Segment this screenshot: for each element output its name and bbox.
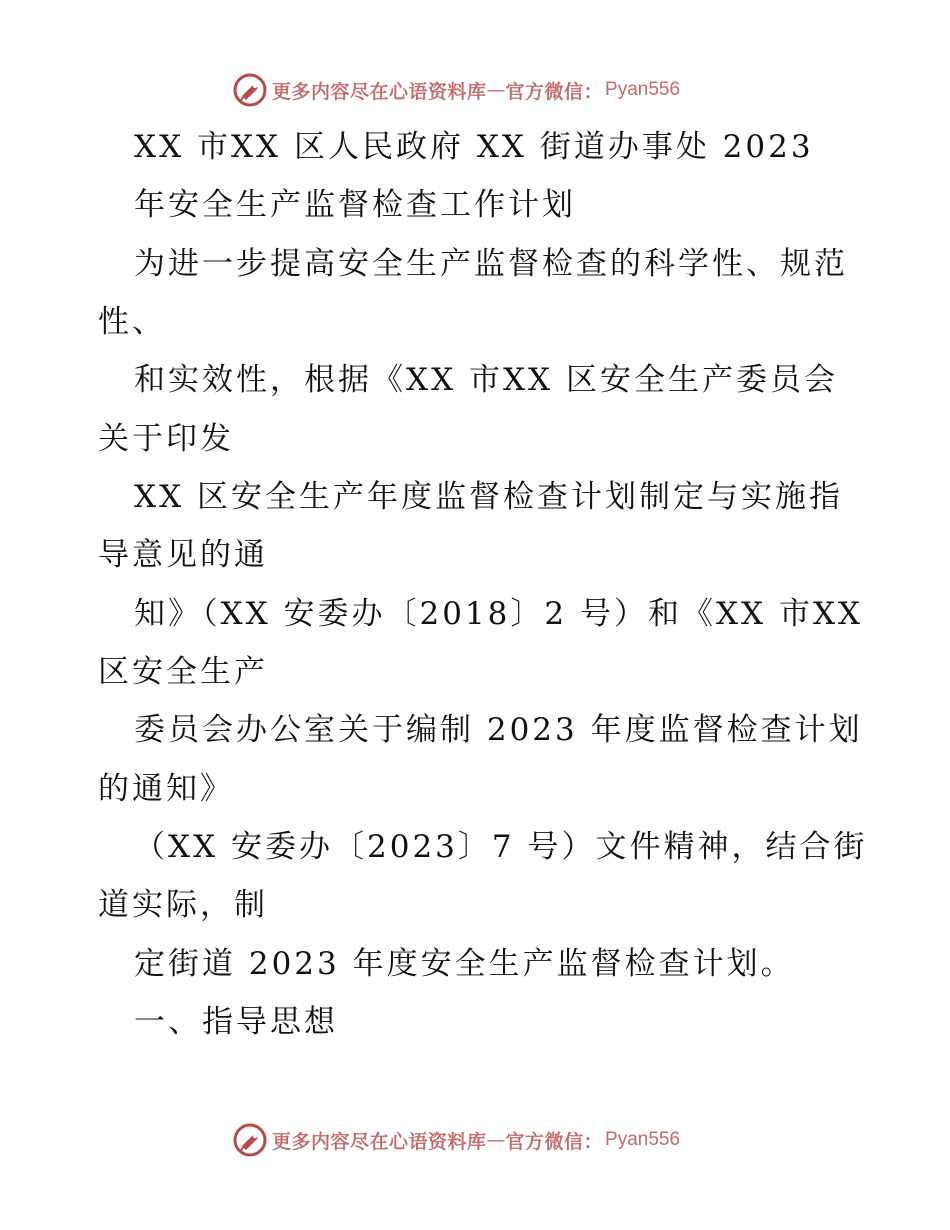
pen-nib-logo-icon [232,1122,268,1158]
doc-line: 导意见的通 [98,537,268,573]
banner-wechat-label: 官方微信： [505,80,604,103]
header-banner [232,70,680,110]
banner-text: 更多内容尽在心语资料库 [272,80,487,103]
banner-wechat-label: 官方微信： [505,1130,604,1153]
doc-line: 一、指导思想 [134,1004,338,1040]
footer-banner [232,1120,680,1160]
doc-line: 关于印发 [98,421,234,457]
doc-line: 和实效性，根据《XX 市XX 区安全生产委员会 [134,362,838,398]
doc-line: 年安全生产监督检查工作计划 [134,187,576,223]
doc-line: 为进一步提高安全生产监督检查的科学性、规范 [134,246,848,282]
doc-line: 性、 [98,304,166,340]
doc-line: （XX 安委办〔2023〕7 号）文件精神，结合街 [134,829,868,865]
doc-line: 区安全生产 [98,654,268,690]
doc-line: XX 市XX 区人民政府 XX 街道办事处 2023 [134,129,814,165]
doc-line: XX 区安全生产年度监督检查计划制定与实施指 [134,479,843,515]
doc-line: 道实际，制 [98,887,268,923]
pen-nib-logo-icon [232,72,268,108]
banner-separator: — [486,79,506,101]
doc-line: 委员会办公室关于编制 2023 年度监督检查计划 [134,712,863,748]
banner-wechat-id: Pyan556 [605,1129,681,1150]
doc-line: 知》（XX 安委办〔2018〕2 号）和《XX 市XX [134,596,864,632]
banner-wechat-id: Pyan556 [605,79,681,100]
doc-line: 的通知》 [98,771,234,807]
banner-text: 更多内容尽在心语资料库 [272,1130,487,1153]
banner-separator: — [486,1129,506,1151]
doc-line: 定街道 2023 年度安全生产监督检查计划。 [134,946,795,982]
